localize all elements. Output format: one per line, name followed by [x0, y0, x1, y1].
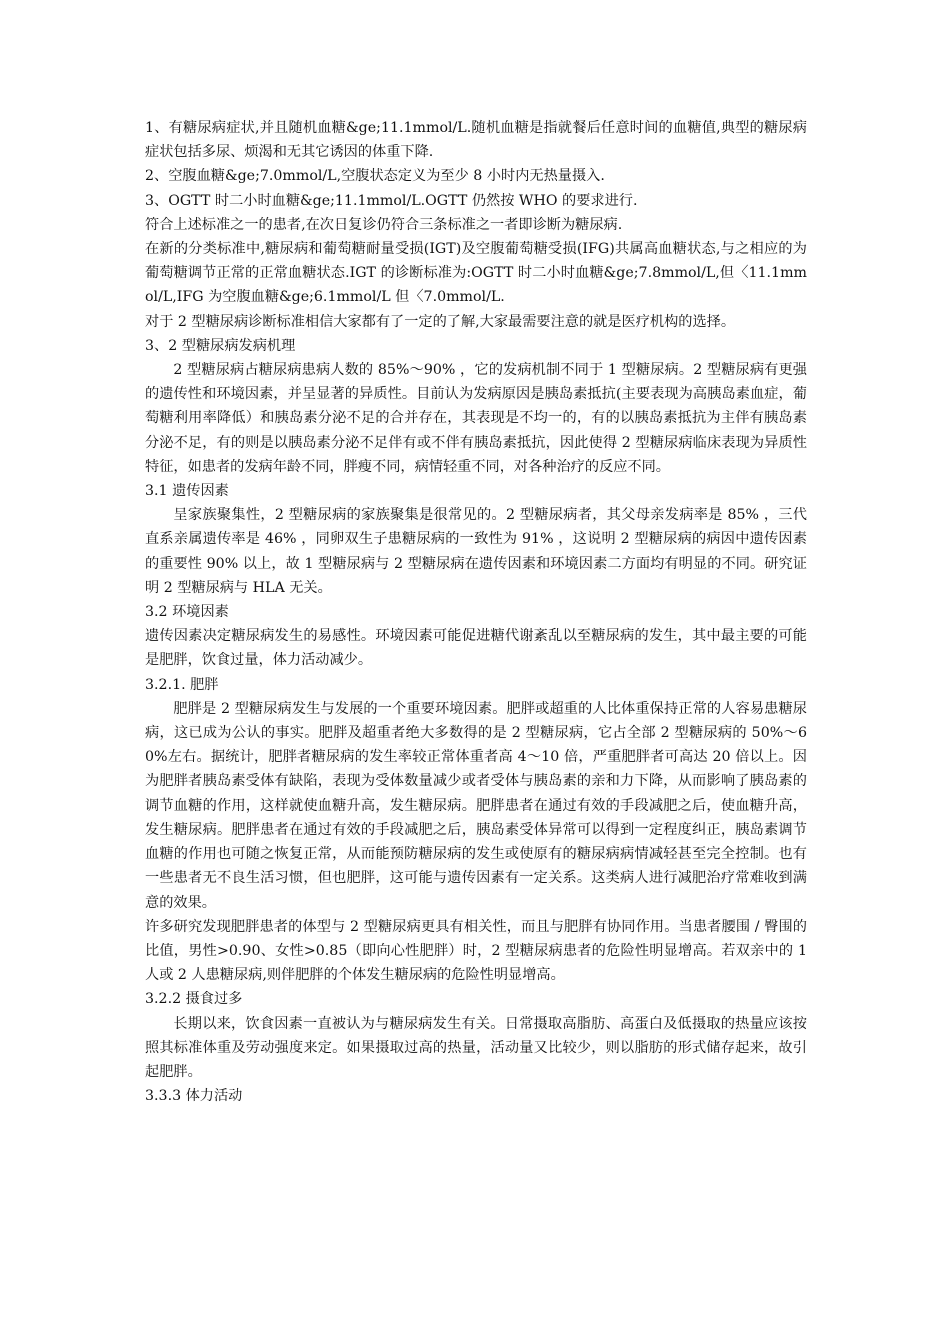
section-heading-3-2-2: 3.2.2 摄食过多: [145, 991, 243, 1008]
environment-factors-paragraph: 遗传因素决定糖尿病发生的易感性。环境因素可能促进糖代谢紊乱以至糖尿病的发生，其中最主要的可能是肥胖，饮食过量，体力活动减少。: [145, 628, 807, 669]
document-body: [145, 116, 807, 1108]
criterion-2-paragraph: 2、空腹血糖&ge;7.0mmol/L,空腹状态定义为至少 8 小时内无热量摄入.: [145, 168, 605, 185]
section-heading-3-3-3: 3.3.3 体力活动: [145, 1088, 243, 1105]
criterion-1-paragraph: 1、有糖尿病症状,并且随机血糖&ge;11.1mmol/L.随机血糖是指就餐后任意时间的血糖值,典型的糖尿病症状包括多尿、烦渴和无其它诱因的体重下降.: [145, 120, 807, 161]
criterion-3-paragraph: 3、OGTT 时二小时血糖&ge;11.1mmol/L.OGTT 仍然按 WHO 的要求进行.: [145, 192, 638, 209]
pathogenesis-paragraph: 2 型糖尿病占糖尿病患病人数的 85%～90% ，它的发病机制不同于 1 型糖尿病。2 型糖尿病有更强的遗传性和环境因素，并呈显著的异质性。目前认为发病原因是胰岛素抵抗(主要表现为高胰岛素血症，葡萄糖利用率降低）和胰岛素分泌不足的合并存在，其表现是不均一的，有的以胰岛素抵抗为主伴有胰岛素分泌不足，有的则是以胰岛素分泌不足伴有或不伴有胰岛素抵抗，因此使得 2 型糖尿病临床表现为异质性特征，如患者的发病年龄不同，胖瘦不同，病情轻重不同，对各种治疗的反应不同。: [145, 362, 807, 475]
body-shape-paragraph: 许多研究发现肥胖患者的体型与 2 型糖尿病更具有相关性，而且与肥胖有协同作用。当患者腰围 / 臀围的比值，男性>0.90、女性>0.85（即向心性肥胖）时，2 型糖尿病患者的危险性明显增高。若双亲中的 1 人或 2 人患糖尿病,则伴肥胖的个体发生糖尿病的危险性明显增高。: [145, 918, 807, 984]
genetic-factors-paragraph: 呈家族聚集性，2 型糖尿病的家族聚集是很常见的。2 型糖尿病者，其父母亲发病率是 85% ，三代直系亲属遗传率是 46% ，同卵双生子患糖尿病的一致性为 91% ，这说明 2 型糖尿病的病因中遗传因素的重要性 90% 以上，故 1 型糖尿病与 2 型糖尿病在遗传因素和环境因素二方面均有明显的不同。研究证明 2 型糖尿病与 HLA 无关。: [145, 507, 807, 596]
section-heading-3-1: 3.1 遗传因素: [145, 483, 229, 500]
medical-institution-paragraph: 对于 2 型糖尿病诊断标准相信大家都有了一定的了解,大家最需要注意的就是医疗机构的选择。: [145, 313, 736, 330]
classification-paragraph: 在新的分类标准中,糖尿病和葡萄糖耐量受损(IGT)及空腹葡萄糖受损(IFG)共属高血糖状态,与之相应的为葡萄糖调节正常的正常血糖状态.IGT 的诊断标准为:OGTT 时二小时血糖&ge;7.8mmol/L,但〈11.1mmol/L,IFG 为空腹血糖&ge;6.1mmol/L 但〈7.0mmol/L.: [145, 241, 807, 306]
obesity-paragraph: 肥胖是 2 型糖尿病发生与发展的一个重要环境因素。肥胖或超重的人比体重保持正常的人容易患糖尿病，这已成为公认的事实。肥胖及超重者绝大多数得的是 2 型糖尿病，它占全部 2 型糖尿病的 50%～60%左右。据统计，肥胖者糖尿病的发生率较正常体重者高 4～10 倍，严重肥胖者可高达 20 倍以上。因为肥胖者胰岛素受体有缺陷，表现为受体数量减少或者受体与胰岛素的亲和力下降，从而影响了胰岛素的调节血糖的作用，这样就使血糖升高，发生糖尿病。肥胖患者在通过有效的手段减肥之后，使血糖升高，发生糖尿病。肥胖患者在通过有效的手段减肥之后，胰岛素受体异常可以得到一定程度纠正，胰岛素调节血糖的作用也可随之恢复正常，从而能预防糖尿病的发生或使原有的糖尿病病情减轻甚至完全控制。也有一些患者无不良生活习惯，但也肥胖，这可能与遗传因素有一定关系。这类病人进行减肥治疗常难收到满意的效果。: [145, 700, 807, 911]
section-heading-3-2: 3.2 环境因素: [145, 604, 229, 621]
section-heading-3: 3、2 型糖尿病发病机理: [145, 337, 296, 354]
section-heading-3-2-1: 3.2.1. 肥胖: [145, 676, 219, 693]
overeating-paragraph: 长期以来，饮食因素一直被认为与糖尿病发生有关。日常摄取高脂肪、高蛋白及低摄取的热量应该按照其标准体重及劳动强度来定。如果摄取过高的热量，活动量又比较少，则以脂肪的形式储存起来，故引起肥胖。: [145, 1015, 807, 1080]
diagnosis-note-paragraph: 符合上述标准之一的患者,在次日复诊仍符合三条标准之一者即诊断为糖尿病.: [145, 216, 623, 233]
